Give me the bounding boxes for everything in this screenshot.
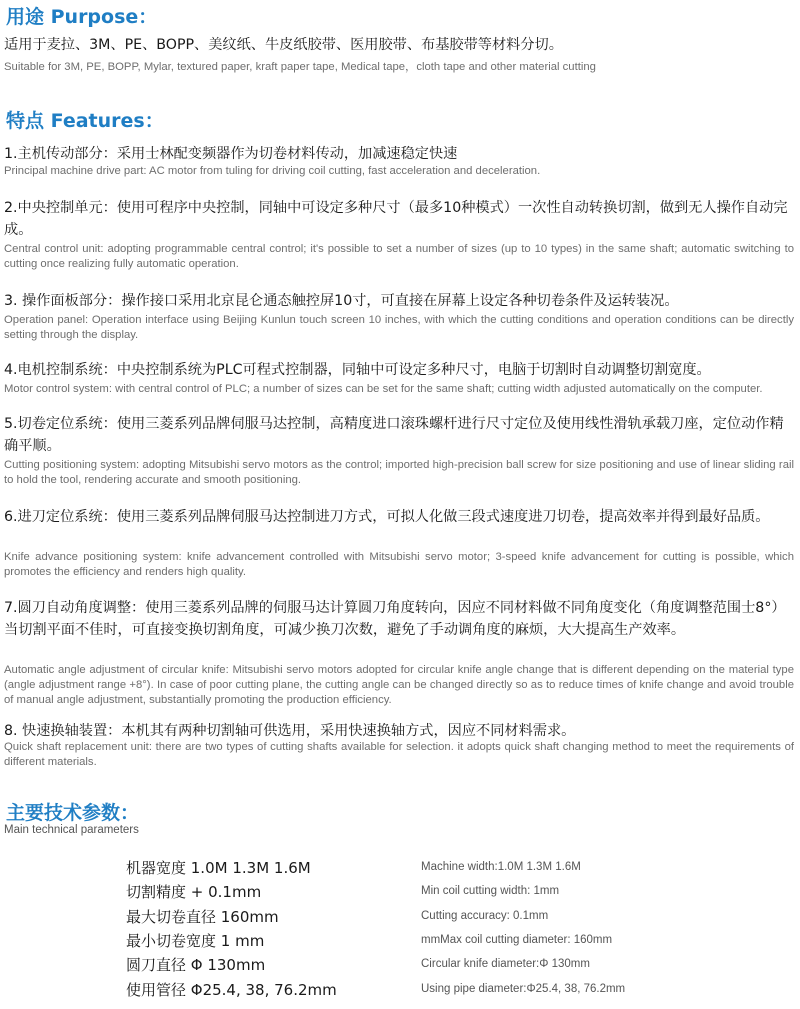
purpose-text-en: Suitable for 3M, PE, BOPP, Mylar, textured paper, kraft paper tape, Medical tape，cloth tape and other material cutting <box>4 61 596 73</box>
param-row-5-cn: 圆刀直径 Φ 130mm <box>126 956 266 974</box>
feature-1-cn: 1.主机传动部分：采用士林配变频器作为切卷材料传动，加减速稳定快速 <box>4 146 458 162</box>
feature-8-cn: 8. 快速换轴装置：本机其有两种切割轴可供选用，采用快速换轴方式，因应不同材料需求。 <box>4 723 576 739</box>
feature-7-cn: 7.圆刀自动角度调整：使用三菱系列品牌的伺服马达计算圆刀角度转向，因应不同材料做不同角度变化（角度调整范围士8°）当切割平面不佳时，可直接变换切割角度，可减少换刀次数，避免了手动调角度的麻烦，大大提高生产效率。 <box>4 600 786 638</box>
purpose-text-cn: 适用于麦拉、3M、PE、BOPP、美纹纸、牛皮纸胶带、医用胶带、布基胶带等材料分切。 <box>4 37 563 53</box>
param-row-6-cn: 使用管径 Φ25.4, 38, 76.2mm <box>126 981 337 999</box>
param-row-6-en: Using pipe diameter:Φ25.4, 38, 76.2mm <box>421 983 626 995</box>
purpose-heading: 用途 Purpose： <box>6 6 158 28</box>
feature-3-cn: 3. 操作面板部分：操作接口采用北京昆仑通态触控屏10寸，可直接在屏幕上设定各种切卷条件及运转装况。 <box>4 293 679 309</box>
features-heading: 特点 Features： <box>6 110 164 132</box>
feature-7-en: Automatic angle adjustment of circular knife: Mitsubishi servo motors adopted for circular knife angle change that is different depending on the material type (angle adjustment range +8°). In case of poor cutting plane, the cutting angle can be changed directly so as to reduce times of knife change and avoid trouble of manual angle adjustment, substantially promoting the production efficiency. <box>4 664 794 706</box>
feature-8-en: Quick shaft replacement unit: there are two types of cutting shafts available for selection. it adopts quick shaft changing method to meet the requirements of different materials. <box>4 741 794 768</box>
param-row-3-en: Cutting accuracy: 0.1mm <box>421 910 549 922</box>
param-row-3-cn: 最大切卷直径 160mm <box>126 908 279 926</box>
feature-3-en: Operation panel: Operation interface using Beijing Kunlun touch screen 10 inches, with which the cutting conditions and operation conditions can be directly setting through the display. <box>4 314 794 341</box>
param-row-4-en: mmMax coil cutting diameter: 160mm <box>421 934 613 946</box>
feature-4-cn: 4.电机控制系统：中央控制系统为PLC可程式控制器，同轴中可设定多种尺寸，电脑于切割时自动调整切割宽度。 <box>4 362 711 378</box>
feature-4-en: Motor control system: with central control of PLC; a number of sizes can be set for the same shaft; cutting width adjusted automatically on the computer. <box>4 383 763 395</box>
params-heading: 主要技术参数： <box>6 802 140 824</box>
feature-1-en: Principal machine drive part: AC motor from tuling for driving coil cutting, fast acceleration and deceleration. <box>4 165 541 177</box>
param-row-1-en: Machine width:1.0M 1.3M 1.6M <box>421 861 581 873</box>
param-row-4-cn: 最小切卷宽度 1 mm <box>126 932 265 950</box>
feature-6-en: Knife advance positioning system: knife advancement controlled with Mitsubishi servo motor; 3-speed knife advancement for cutting is possible, which promotes the efficiency and renders high quality. <box>4 551 794 578</box>
param-row-5-en: Circular knife diameter:Φ 130mm <box>421 958 590 970</box>
param-row-2-cn: 切割精度 + 0.1mm <box>126 883 262 901</box>
param-row-2-en: Min coil cutting width: 1mm <box>421 885 560 897</box>
param-row-1-cn: 机器宽度 1.0M 1.3M 1.6M <box>126 859 311 877</box>
feature-2-cn: 2.中央控制单元：使用可程序中央控制，同轴中可设定多种尺寸（最多10种模式）一次性自动转换切割，做到无人操作自动完成。 <box>4 200 788 238</box>
feature-2-en: Central control unit: adopting programmable central control; it's possible to set a number of sizes (up to 10 types) in the same shaft; automatic switching to cutting once realizing fully automatic operation. <box>4 243 794 270</box>
feature-5-cn: 5.切卷定位系统：使用三菱系列品牌伺服马达控制，高精度进口滚珠螺杆进行尺寸定位及使用线性滑轨承载刀座，定位动作精确平顺。 <box>4 416 784 454</box>
feature-6-cn: 6.进刀定位系统：使用三菱系列品牌伺服马达控制进刀方式，可拟人化做三段式速度进刀切卷，提高效率并得到最好品质。 <box>4 509 770 525</box>
feature-5-en: Cutting positioning system: adopting Mitsubishi servo motors as the control; imported high-precision ball screw for size positioning and use of linear sliding rail to hold the tool, rendering accurate and smooth positioning. <box>4 459 794 486</box>
params-subtitle: Main technical parameters <box>4 824 139 836</box>
